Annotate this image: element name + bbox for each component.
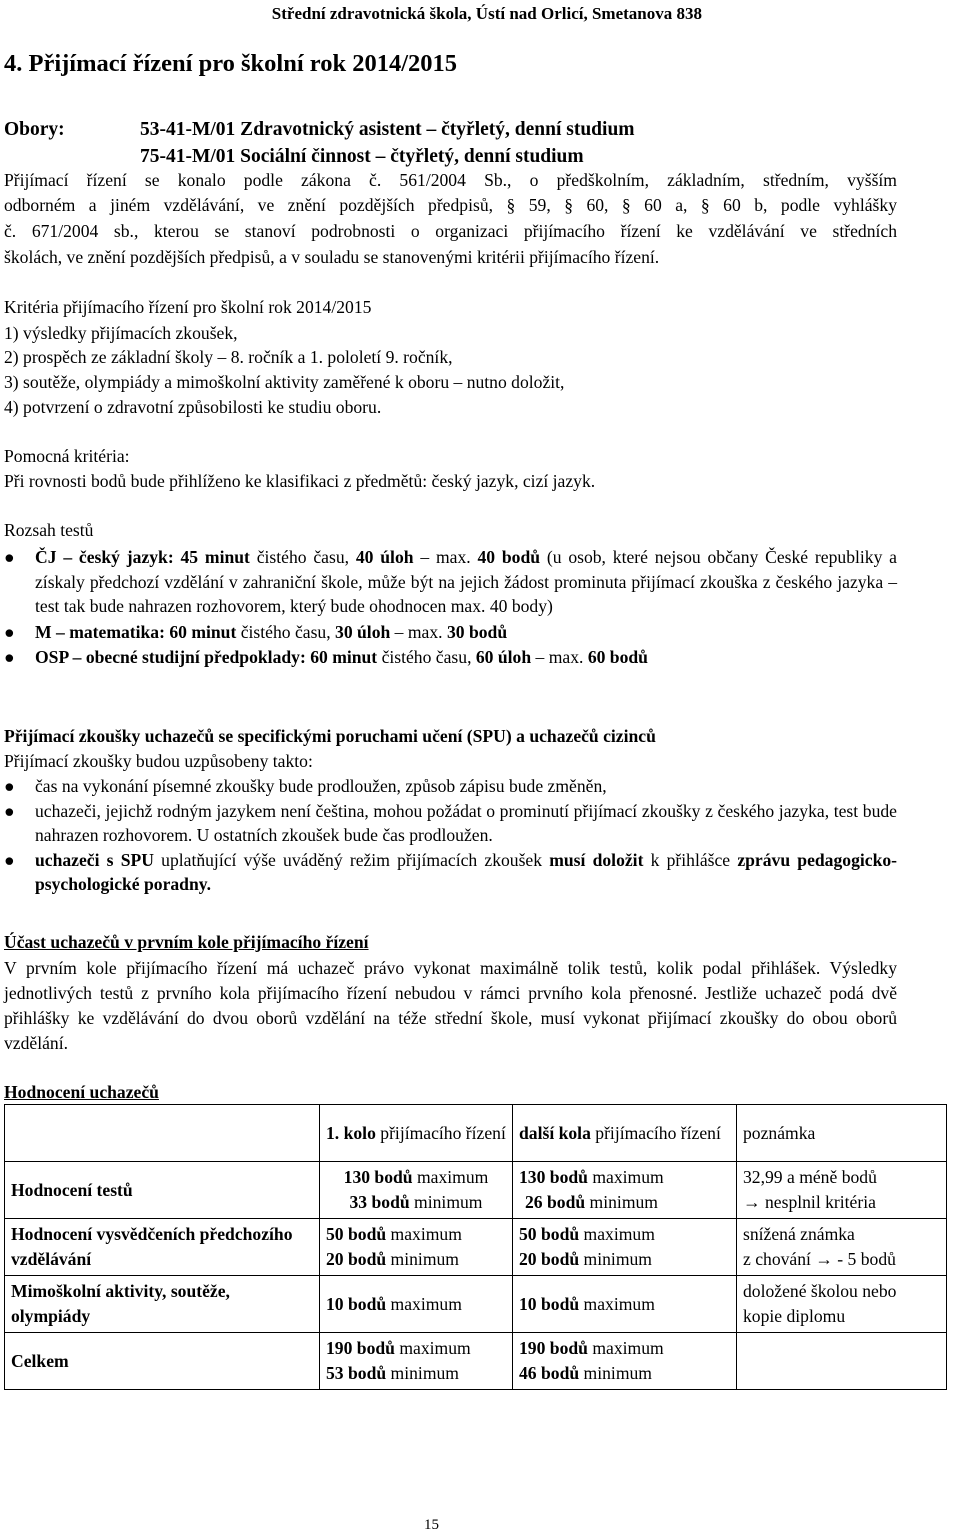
intro-line: č. 671/2004 sb., kterou se stanoví podrobnosti o organizaci přijímacího řízení ke vzdělávání ve středních (4, 221, 897, 241)
criteria-item: 2) prospěch ze základní školy – 8. ročník a 1. pololetí 9. ročník, (4, 347, 453, 367)
obory-label: Obory: (4, 119, 65, 140)
table-cell: 190 bodů maximum 53 bodů minimum (320, 1333, 513, 1390)
table-cell: 50 bodů maximum 20 bodů minimum (320, 1219, 513, 1276)
auxiliary-heading: Pomocná kritéria: (4, 446, 130, 466)
section-title: 4. Přijímací řízení pro školní rok 2014/2015 (4, 50, 458, 77)
criteria-item: 4) potvrzení o zdravotní způsobilosti ke studiu oboru. (4, 397, 382, 417)
page-number: 15 (424, 1517, 439, 1533)
table-row (5, 1219, 947, 1276)
intro-line: Přijímací řízení se konalo podle zákona č. 561/2004 Sb., o předškolním, základním, středním, vyšším (4, 170, 897, 190)
bullet-icon: ● (4, 547, 15, 567)
tests-list (0, 545, 960, 670)
table-header-row (5, 1105, 947, 1162)
row-label: Hodnocení vysvědčeních předchozího vzdělávání (5, 1219, 320, 1276)
table-cell: 190 bodů maximum 46 bodů minimum (513, 1333, 737, 1390)
table-cell: 32,99 a méně bodů → nesplnil kritéria (737, 1162, 947, 1219)
spu-intro: Přijímací zkoušky budou uzpůsobeny takto: (4, 751, 313, 771)
auxiliary-text: Při rovnosti bodů bude přihlíženo ke klasifikaci z předmětů: český jazyk, cizí jazyk. (4, 471, 596, 491)
bullet-icon: ● (4, 776, 15, 796)
evaluation-table (4, 1104, 947, 1390)
obory-list (140, 116, 635, 170)
bullet-icon: ● (4, 647, 15, 667)
intro-line: odborném a jiném vzdělávání, ve znění pozdějších předpisů, § 59, § 60, § 60 a, § 60 b, podle vyhlášky (4, 195, 897, 215)
row-label: Celkem (5, 1333, 320, 1390)
table-row (5, 1333, 947, 1390)
table-cell (737, 1333, 947, 1390)
spu-item: ● uchazeči s SPU uplatňující výše uváděný režim přijímacích zkoušek musí doložit k přihlášce zprávu pedagogicko-psychologické poradny. (4, 849, 898, 894)
bullet-icon: ● (4, 849, 15, 870)
spu-heading: Přijímací zkoušky uchazečů se specifickými poruchami učení (SPU) a uchazečů cizinců (4, 726, 656, 746)
table-cell: 10 bodů maximum (513, 1276, 737, 1333)
table-cell: 10 bodů maximum (320, 1276, 513, 1333)
table-cell (5, 1105, 320, 1162)
tests-heading: Rozsah testů (4, 520, 94, 540)
test-item-m: ● M – matematika: 60 minut čistého času, 30 úloh – max. 30 bodů (0, 620, 897, 645)
spu-item: ● čas na vykonání písemné zkoušky bude prodloužen, způsob zápisu bude změněn, (0, 774, 897, 799)
table-row (5, 1276, 947, 1333)
table-cell: doložené školou nebo kopie diplomu (737, 1276, 947, 1333)
table-row (5, 1162, 947, 1219)
spu-item: ● uchazeči, jejichž rodným jazykem není čeština, mohou požádat o prominutí přijímací zkoušky z českého jazyka, test bude nahrazen rozhovorem. U ostatních zkoušek bude čas prodloužen. (4, 800, 897, 845)
bullet-icon: ● (4, 621, 15, 642)
table-cell: 50 bodů maximum 20 bodů minimum (513, 1219, 737, 1276)
table-header-round1: 1. kolo přijímacího řízení (320, 1105, 513, 1162)
criteria-item: 1) výsledky přijímacích zkoušek, (4, 323, 238, 343)
obor-item: 75-41-M/01 Sociální činnost – čtyřletý, denní studium (140, 146, 584, 167)
table-header-note: poznámka (737, 1105, 947, 1162)
row-label: Hodnocení testů (5, 1162, 320, 1219)
bullet-icon: ● (4, 800, 15, 821)
table-cell: 130 bodů maximum 26 bodů minimum (513, 1162, 737, 1219)
row-label: Mimoškolní aktivity, soutěže, olympiády (5, 1276, 320, 1333)
participation-heading: Účast uchazečů v prvním kole přijímacího řízení (4, 932, 369, 952)
participation-text: V prvním kole přijímacího řízení má uchazeč právo vykonat maximálně tolik testů, kolik podal přihlášek. Výsledky jednotlivých testů z prvního kola přijímacího řízení nebudou v rámci prvního kola přenosné. Jestliže uchazeč podá dvě přihlášky ke vzdělávání do dvou oborů vzdělání na téže střední škole, musí vykonat přijímací zkoušky do obou oborů vzdělání. (4, 958, 897, 1053)
intro-line: školách, ve znění pozdějších předpisů, a v souladu se stanovenými kritérii přijímacího řízení. (4, 247, 660, 267)
test-item-osp: ● OSP – obecné studijní předpoklady: 60 minut čistého času, 60 úloh – max. 60 bodů (0, 645, 897, 670)
test-item-cj: ● ČJ – český jazyk: 45 minut čistého času, 40 úloh – max. 40 bodů (u osob, které nejsou občany České republiky a získaly předchozí vzdělání v zahraniční škole, může být na jejich žádost prominuta přijímací zkouška z českého jazyka – test tak bude nahrazen rozhovorem, který bude ohodnocen max. 40 body) (4, 547, 897, 616)
evaluation-heading: Hodnocení uchazečů (4, 1082, 159, 1102)
table-header-next-rounds: další kola přijímacího řízení (513, 1105, 737, 1162)
spu-list (0, 774, 960, 897)
table-cell: 130 bodů maximum 33 bodů minimum (320, 1162, 513, 1219)
criteria-heading: Kritéria přijímacího řízení pro školní rok 2014/2015 (4, 297, 372, 317)
obor-item: 53-41-M/01 Zdravotnický asistent – čtyřletý, denní studium (140, 119, 635, 140)
criteria-item: 3) soutěže, olympiády a mimoškolní aktivity zaměřené k oboru – nutno doložit, (4, 372, 565, 392)
table-cell: snížená známka z chování → - 5 bodů (737, 1219, 947, 1276)
page-header: Střední zdravotnická škola, Ústí nad Orlicí, Smetanova 838 (271, 4, 702, 23)
